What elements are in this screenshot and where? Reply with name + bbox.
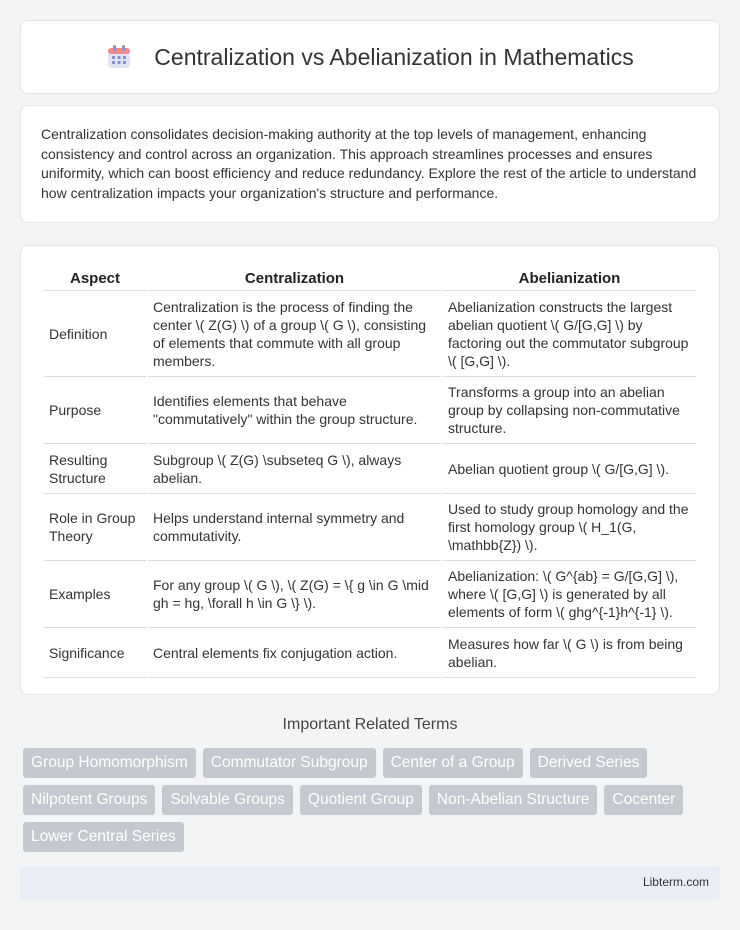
related-term-tag[interactable]: Cocenter (604, 785, 683, 815)
comparison-table (42, 264, 698, 678)
related-term-tag[interactable]: Nilpotent Groups (23, 785, 155, 815)
centralization-cell: For any group \( G \), \( Z(G) = \{ g \in G \mid gh = hg, \forall h \in G \} \). (148, 561, 441, 628)
related-term-tag[interactable]: Commutator Subgroup (203, 748, 376, 778)
intro-text: Centralization consolidates decision-making authority at the top levels of management, enhancing consistency and control across an organization. This approach streamlines processes and ensures uniformity, which can boost efficiency and reduce redundancy. Explore the rest of the article to understand how centralization impacts your organization's structure and performance. (41, 126, 697, 201)
table-row (44, 291, 696, 377)
aspect-cell: Examples (44, 561, 146, 628)
comparison-card (20, 245, 720, 695)
centralization-cell: Helps understand internal symmetry and commutativity. (148, 494, 441, 561)
aspect-cell: Definition (44, 291, 146, 377)
abelianization-cell: Measures how far \( G \) is from being abelian. (443, 628, 696, 678)
table-row (44, 494, 696, 561)
centralization-cell: Central elements fix conjugation action. (148, 628, 441, 678)
header-abelianization: Abelianization (443, 264, 696, 291)
aspect-cell: Resulting Structure (44, 444, 146, 494)
abelianization-cell: Abelian quotient group \( G/[G,G] \). (443, 444, 696, 494)
table-header-row (44, 264, 696, 291)
centralization-cell: Subgroup \( Z(G) \subseteq G \), always abelian. (148, 444, 441, 494)
aspect-cell: Role in Group Theory (44, 494, 146, 561)
related-term-tag[interactable]: Derived Series (530, 748, 648, 778)
related-terms-list (23, 748, 713, 852)
related-term-tag[interactable]: Lower Central Series (23, 822, 184, 852)
table-row (44, 377, 696, 444)
centralization-cell: Identifies elements that behave "commutatively" within the group structure. (148, 377, 441, 444)
related-term-tag[interactable]: Center of a Group (383, 748, 523, 778)
table-row (44, 628, 696, 678)
aspect-cell: Purpose (44, 377, 146, 444)
calendar-grid-icon (106, 44, 132, 70)
table-row (44, 444, 696, 494)
related-term-tag[interactable]: Group Homomorphism (23, 748, 196, 778)
related-terms-title: Important Related Terms (282, 716, 458, 733)
centralization-cell: Centralization is the process of finding the center \( Z(G) \) of a group \( G \), consisting of elements that commute with all group members. (148, 291, 441, 377)
related-term-tag[interactable]: Quotient Group (300, 785, 422, 815)
intro-card (20, 105, 720, 223)
aspect-cell: Significance (44, 628, 146, 678)
table-row (44, 561, 696, 628)
related-term-tag[interactable]: Non-Abelian Structure (429, 785, 598, 815)
page-header (20, 20, 720, 94)
abelianization-cell: Abelianization: \( G^{ab} = G/[G,G] \), where \( [G,G] \) is generated by all elements of form \( ghg^{-1}h^{-1} \). (443, 561, 696, 628)
header-aspect: Aspect (44, 264, 146, 291)
related-term-tag[interactable]: Solvable Groups (162, 785, 293, 815)
abelianization-cell: Transforms a group into an abelian group by collapsing non-commutative structure. (443, 377, 696, 444)
header-centralization: Centralization (148, 264, 441, 291)
footer (20, 866, 720, 900)
footer-site-link[interactable]: Libterm.com (642, 875, 709, 889)
abelianization-cell: Used to study group homology and the first homology group \( H_1(G, \mathbb{Z}) \). (443, 494, 696, 561)
page-title: Centralization vs Abelianization in Mathematics (154, 43, 634, 70)
abelianization-cell: Abelianization constructs the largest abelian quotient \( G/[G,G] \) by factoring out the commutator subgroup \( [G,G] \). (443, 291, 696, 377)
